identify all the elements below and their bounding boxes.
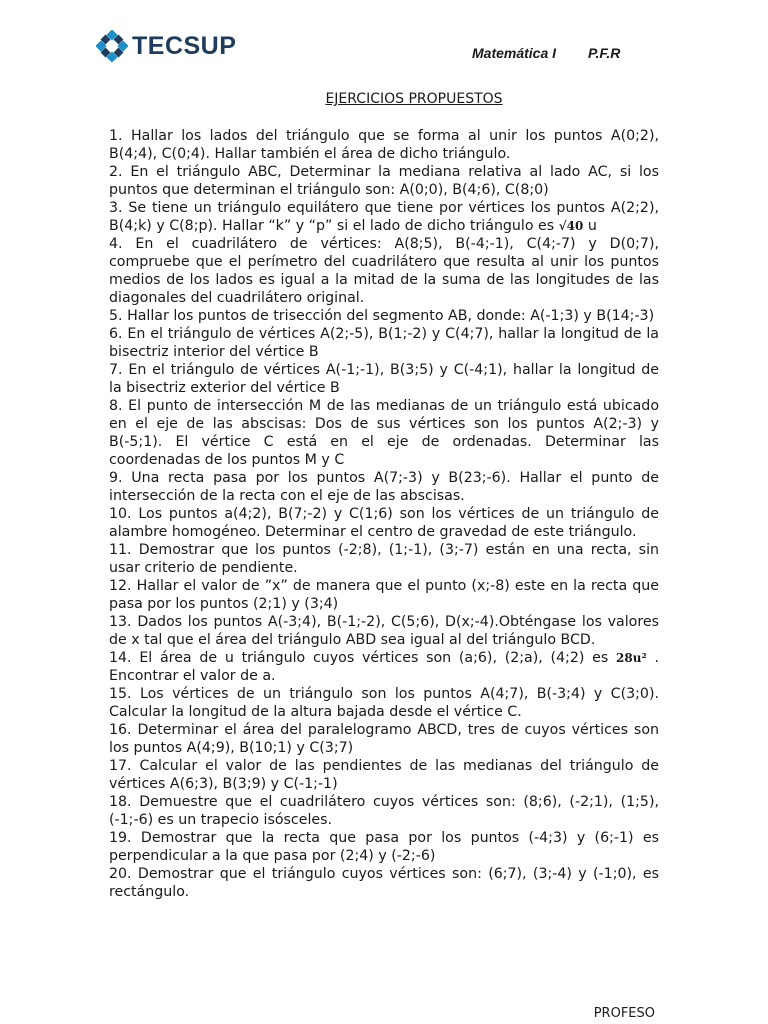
exercise-number: 18. bbox=[109, 794, 132, 810]
exercise-number: 20. bbox=[109, 866, 132, 882]
exercise-item bbox=[109, 613, 659, 649]
exercise-number: 6. bbox=[109, 326, 123, 342]
exercise-number: 4. bbox=[109, 236, 123, 252]
exercise-text: El punto de intersección M de las medianas de un triángulo está ubicado en el eje de las abscisas: Dos de sus vértices son los puntos A(2;-3) y B(-5;1). El vértice C está en el eje de ordenadas. Determinar las coordenadas de los puntos M y C bbox=[109, 398, 659, 468]
exercise-item bbox=[109, 577, 659, 613]
exercise-text: En el cuadrilátero de vértices: A(8;5), B(-4;-1), C(4;-7) y D(0;7), compruebe que el perímetro del cuadrilátero que resulta al unir los puntos medios de los lados es igual a la mitad de la suma de las longitudes de las diagonales del cuadrilátero original. bbox=[109, 236, 659, 306]
exercise-item bbox=[109, 829, 659, 865]
logo-text: TECSUP bbox=[132, 31, 237, 60]
exercise-item bbox=[109, 685, 659, 721]
exercise-text: Demostrar que los puntos (-2;8), (1;-1), (3;-7) están en una recta, sin usar criterio de pendiente. bbox=[109, 542, 660, 576]
exercise-text: El área de u triángulo cuyos vértices son (a;6), (2;a), (4;2) es bbox=[139, 650, 609, 666]
exercise-item bbox=[109, 163, 659, 199]
tecsup-logo bbox=[96, 30, 236, 62]
math-expression: √40 bbox=[558, 219, 584, 233]
page-header bbox=[472, 45, 620, 61]
exercise-list bbox=[109, 127, 659, 901]
exercise-number: 13. bbox=[109, 614, 132, 630]
exercise-text: Dados los puntos A(-3;4), B(-1;-2), C(5;6), D(x;-4).Obténgase los valores de x tal que el área del triángulo ABD sea igual al del triángulo BCD. bbox=[109, 614, 659, 648]
exercise-item bbox=[109, 361, 659, 397]
exercise-text-tail: u bbox=[587, 218, 597, 234]
exercise-item bbox=[109, 505, 659, 541]
exercise-item bbox=[109, 865, 659, 901]
exercise-number: 5. bbox=[109, 308, 123, 324]
exercise-text: Los puntos a(4;2), B(7;-2) y C(1;6) son los vértices de un triángulo de alambre homogéneo. Determinar el centro de gravedad de este triángulo. bbox=[109, 506, 660, 540]
exercise-number: 9. bbox=[109, 470, 123, 486]
exercise-text: Hallar los lados del triángulo que se forma al unir los puntos A(0;2), B(4;4), C(0;4). Hallar también el área de dicho triángulo. bbox=[109, 128, 659, 162]
exercise-item bbox=[109, 757, 659, 793]
exercise-number: 19. bbox=[109, 830, 132, 846]
exercise-item bbox=[109, 649, 659, 685]
exercise-number: 10. bbox=[109, 506, 132, 522]
exercise-number: 1. bbox=[109, 128, 123, 144]
exercise-text: Una recta pasa por los puntos A(7;-3) y B(23;-6). Hallar el punto de intersección de la recta con el eje de las abscisas. bbox=[109, 470, 659, 504]
exercise-item bbox=[109, 325, 659, 361]
program-name: P.F.R bbox=[587, 45, 621, 61]
exercise-number: 8. bbox=[109, 398, 123, 414]
exercise-item bbox=[109, 721, 659, 757]
exercise-text: En el triángulo de vértices A(2;-5), B(1;-2) y C(4;7), hallar la longitud de la bisectriz interior del vértice B bbox=[109, 326, 659, 360]
exercise-text: En el triángulo de vértices A(-1;-1), B(3;5) y C(-4;1), hallar la longitud de la bisectriz exterior del vértice B bbox=[109, 362, 660, 396]
exercise-text: Demostrar que el triángulo cuyos vértices son: (6;7), (3;-4) y (-1;0), es rectángulo. bbox=[109, 866, 659, 900]
exercise-item bbox=[109, 307, 659, 325]
math-expression: 28u² bbox=[616, 651, 647, 665]
exercise-item bbox=[109, 235, 659, 307]
exercise-text: En el triángulo ABC, Determinar la mediana relativa al lado AC, si los puntos que determinan el triángulo son: A(0;0), B(4;6), C(8;0) bbox=[109, 164, 659, 198]
exercise-item bbox=[109, 199, 659, 235]
exercise-text-tail: . Encontrar el valor de a. bbox=[109, 650, 659, 684]
exercise-number: 12. bbox=[109, 578, 132, 594]
exercise-item bbox=[109, 397, 659, 469]
exercise-number: 17. bbox=[109, 758, 132, 774]
exercise-text: Hallar el valor de ”x” de manera que el punto (x;-8) este en la recta que pasa por los puntos (2;1) y (3;4) bbox=[109, 578, 659, 612]
tecsup-logo-icon bbox=[96, 30, 128, 62]
exercise-item bbox=[109, 127, 659, 163]
exercise-text: Se tiene un triángulo equilátero que tiene por vértices los puntos A(2;2), B(4;k) y C(8;p). Hallar “k” y “p” si el lado de dicho triángulo es bbox=[109, 200, 659, 234]
exercise-text: Los vértices de un triángulo son los puntos A(4;7), B(-3;4) y C(3;0). Calcular la longitud de la altura bajada desde el vértice C. bbox=[109, 686, 659, 720]
exercise-text: Calcular el valor de las pendientes de las medianas del triángulo de vértices A(6;3), B(3;9) y C(-1;-1) bbox=[109, 758, 659, 792]
exercise-item bbox=[109, 469, 659, 505]
exercise-item bbox=[109, 541, 659, 577]
footer-text: PROFESO bbox=[593, 1006, 655, 1021]
exercise-text: Demostrar que la recta que pasa por los puntos (-4;3) y (6;-1) es perpendicular a la que pasa por (2;4) y (-2;-6) bbox=[109, 830, 659, 864]
exercise-number: 2. bbox=[109, 164, 123, 180]
exercise-number: 3. bbox=[109, 200, 123, 216]
course-name: Matemática I bbox=[472, 45, 557, 61]
exercise-number: 15. bbox=[109, 686, 132, 702]
exercise-text: Demuestre que el cuadrilátero cuyos vértices son: (8;6), (-2;1), (1;5), (-1;-6) es un trapecio isósceles. bbox=[109, 794, 659, 828]
exercise-number: 14. bbox=[109, 650, 132, 666]
exercise-text: Determinar el área del paralelogramo ABCD, tres de cuyos vértices son los puntos A(4;9), B(10;1) y C(3;7) bbox=[109, 722, 659, 756]
exercise-number: 16. bbox=[109, 722, 132, 738]
page-title: EJERCICIOS PROPUESTOS bbox=[325, 91, 503, 107]
exercise-text: Hallar los puntos de trisección del segmento AB, donde: A(-1;3) y B(14;-3) bbox=[127, 308, 655, 324]
exercise-number: 7. bbox=[109, 362, 123, 378]
exercise-item bbox=[109, 793, 659, 829]
exercise-number: 11. bbox=[109, 542, 132, 558]
